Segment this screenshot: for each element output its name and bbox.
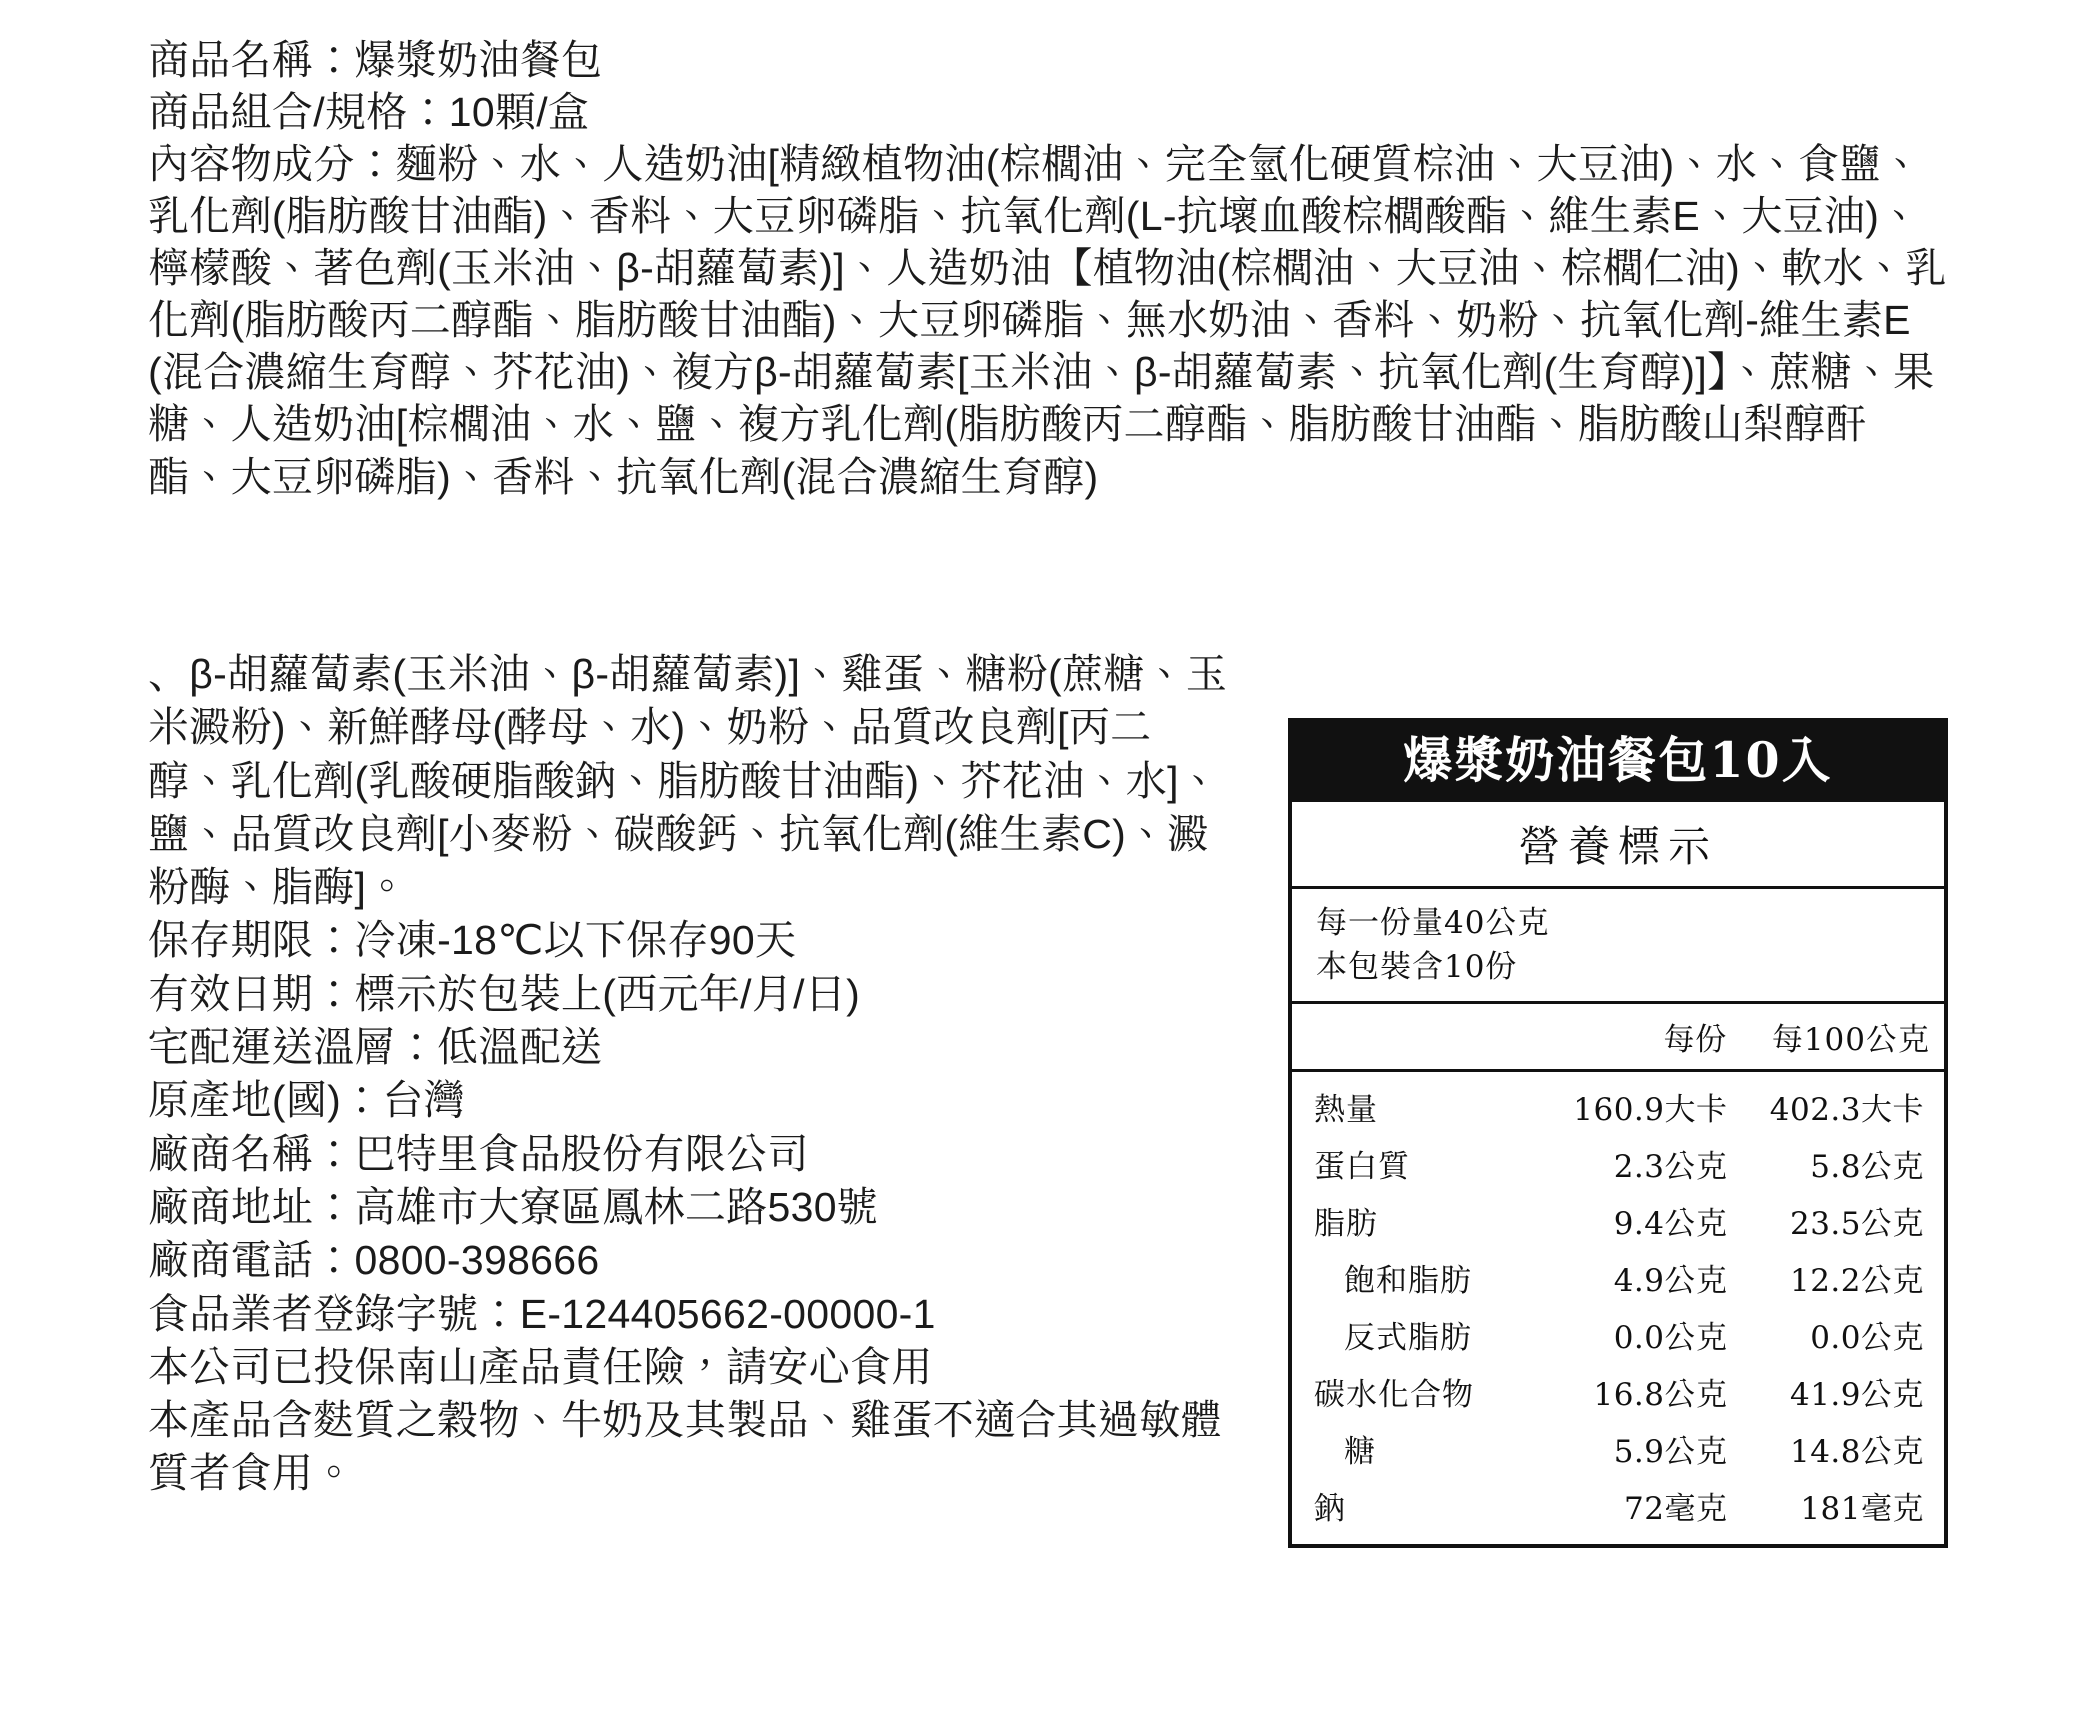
nutrient-value-per-serving: 9.4公克 [1613, 1205, 1728, 1242]
product-name-line: 商品名稱：爆漿奶油餐包 [148, 37, 603, 83]
table-row [1292, 1192, 1944, 1249]
nutrition-facts-panel [1288, 718, 1948, 1548]
nutrient-name: 鈉 [1314, 1490, 1346, 1527]
nutrient-value-per-serving: 2.3公克 [1613, 1148, 1728, 1185]
nutrient-name: 飽和脂肪 [1344, 1262, 1472, 1299]
nutrient-value-per-100g: 23.5公克 [1789, 1205, 1924, 1242]
table-row [1292, 1363, 1944, 1420]
nutrient-value-per-100g: 41.9公克 [1789, 1376, 1924, 1413]
product-info-block [148, 34, 1948, 503]
header-per-serving: 每份 [1546, 1004, 1742, 1071]
nutrition-table-body [1292, 1070, 1944, 1544]
nutrition-panel-subtitle: 營養標示 [1292, 802, 1944, 889]
nutrient-name: 反式脂肪 [1344, 1319, 1472, 1356]
table-row [1292, 1249, 1944, 1306]
table-row [1292, 1070, 1944, 1135]
servings-per-package-line: 本包裝含10份 [1316, 948, 1518, 985]
allergen-line: 本產品含麩質之穀物、牛奶及其製品、雞蛋不適合其過敏體質者食用。 [148, 1397, 1222, 1497]
header-per-100g: 每100公克 [1742, 1004, 1945, 1071]
serving-info [1292, 889, 1944, 1004]
manufacturer-address-line: 廠商地址：高雄市大寮區鳳林二路530號 [148, 1183, 879, 1230]
header-blank [1292, 1004, 1546, 1071]
nutrient-value-per-serving: 160.9大卡 [1573, 1091, 1728, 1128]
expiry-line: 有效日期：標示於包裝上(西元年/月/日) [148, 970, 861, 1017]
shelf-life-line: 保存期限：冷凍-18℃以下保存90天 [148, 917, 797, 964]
nutrient-name: 碳水化合物 [1314, 1376, 1474, 1413]
table-row [1292, 1420, 1944, 1477]
product-spec-line: 商品組合/規格：10顆/盒 [148, 89, 590, 136]
nutrient-name: 蛋白質 [1314, 1148, 1410, 1185]
nutrient-name: 脂肪 [1314, 1205, 1378, 1242]
registration-number-line: 食品業者登錄字號：E-124405662-00000-1 [148, 1290, 936, 1337]
ingredients-continued: 、β-胡蘿蔔素(玉米油、β-胡蘿蔔素)]、雞蛋、糖粉(蔗糖、玉米澱粉)、新鮮酵母(酵母、水)、奶粉、品質改良劑[丙二醇、乳化劑(乳酸硬脂酸鈉、脂肪酸甘油酯)、芥花油、水]、鹽、品質改良劑[小麥粉、碳酸鈣、抗氧化劑(維生素C)、澱粉酶、脂酶]。 [148, 651, 1228, 911]
nutrient-value-per-100g: 5.8公克 [1810, 1148, 1924, 1185]
delivery-temperature-line: 宅配運送溫層：低溫配送 [148, 1024, 603, 1071]
nutrient-value-per-100g: 14.8公克 [1789, 1433, 1924, 1470]
nutrient-value-per-serving: 4.9公克 [1613, 1262, 1728, 1299]
nutrient-value-per-100g: 0.0公克 [1810, 1319, 1924, 1356]
serving-size-line: 每一份量40公克 [1316, 904, 1550, 941]
nutrition-table-head [1292, 1004, 1944, 1071]
nutrition-panel-title: 爆漿奶油餐包10入 [1292, 722, 1944, 802]
nutrient-value-per-serving: 5.9公克 [1613, 1433, 1728, 1470]
nutrient-value-per-serving: 72毫克 [1624, 1490, 1728, 1527]
manufacturer-name-line: 廠商名稱：巴特里食品股份有限公司 [148, 1130, 809, 1177]
nutrient-value-per-100g: 12.2公克 [1789, 1262, 1924, 1299]
insurance-line: 本公司已投保南山產品責任險，請安心食用 [148, 1343, 933, 1390]
table-row [1292, 1135, 1944, 1192]
table-row [1292, 1477, 1944, 1544]
nutrient-value-per-100g: 181毫克 [1800, 1490, 1924, 1527]
product-details-column [148, 648, 1228, 1501]
ingredients-paragraph: 內容物成分：麵粉、水、人造奶油[精緻植物油(棕櫚油、完全氫化硬質棕油、大豆油)、水、食鹽、乳化劑(脂肪酸甘油酯)、香料、大豆卵磷脂、抗氧化劑(L-抗壞血酸棕櫚酸酯、維生素E、大豆油)、檸檬酸、著色劑(玉米油、β-胡蘿蔔素)]、人造奶油【植物油(棕櫚油、大豆油、棕櫚仁油)、軟水、乳化劑(脂肪酸丙二醇酯、脂肪酸甘油酯)、大豆卵磷脂、無水奶油、香料、奶粉、抗氧化劑-維生素E(混合濃縮生育醇、芥花油)、複方β-胡蘿蔔素[玉米油、β-胡蘿蔔素、抗氧化劑(生育醇)]】、蔗糖、果糖、人造奶油[棕櫚油、水、鹽、複方乳化劑(脂肪酸丙二醇酯、脂肪酸甘油酯、脂肪酸山梨醇酐酯、大豆卵磷脂)、香料、抗氧化劑(混合濃縮生育醇) [148, 141, 1947, 500]
nutrient-value-per-serving: 16.8公克 [1593, 1376, 1728, 1413]
nutrient-name: 熱量 [1314, 1091, 1378, 1128]
nutrient-value-per-serving: 0.0公克 [1613, 1319, 1728, 1356]
table-row [1292, 1306, 1944, 1363]
table-header-row [1292, 1004, 1944, 1071]
origin-line: 原產地(國)：台灣 [148, 1077, 466, 1124]
manufacturer-phone-line: 廠商電話：0800-398666 [148, 1237, 600, 1284]
nutrition-table [1292, 1004, 1944, 1544]
nutrient-name: 糖 [1344, 1433, 1376, 1470]
nutrient-value-per-100g: 402.3大卡 [1769, 1091, 1924, 1128]
